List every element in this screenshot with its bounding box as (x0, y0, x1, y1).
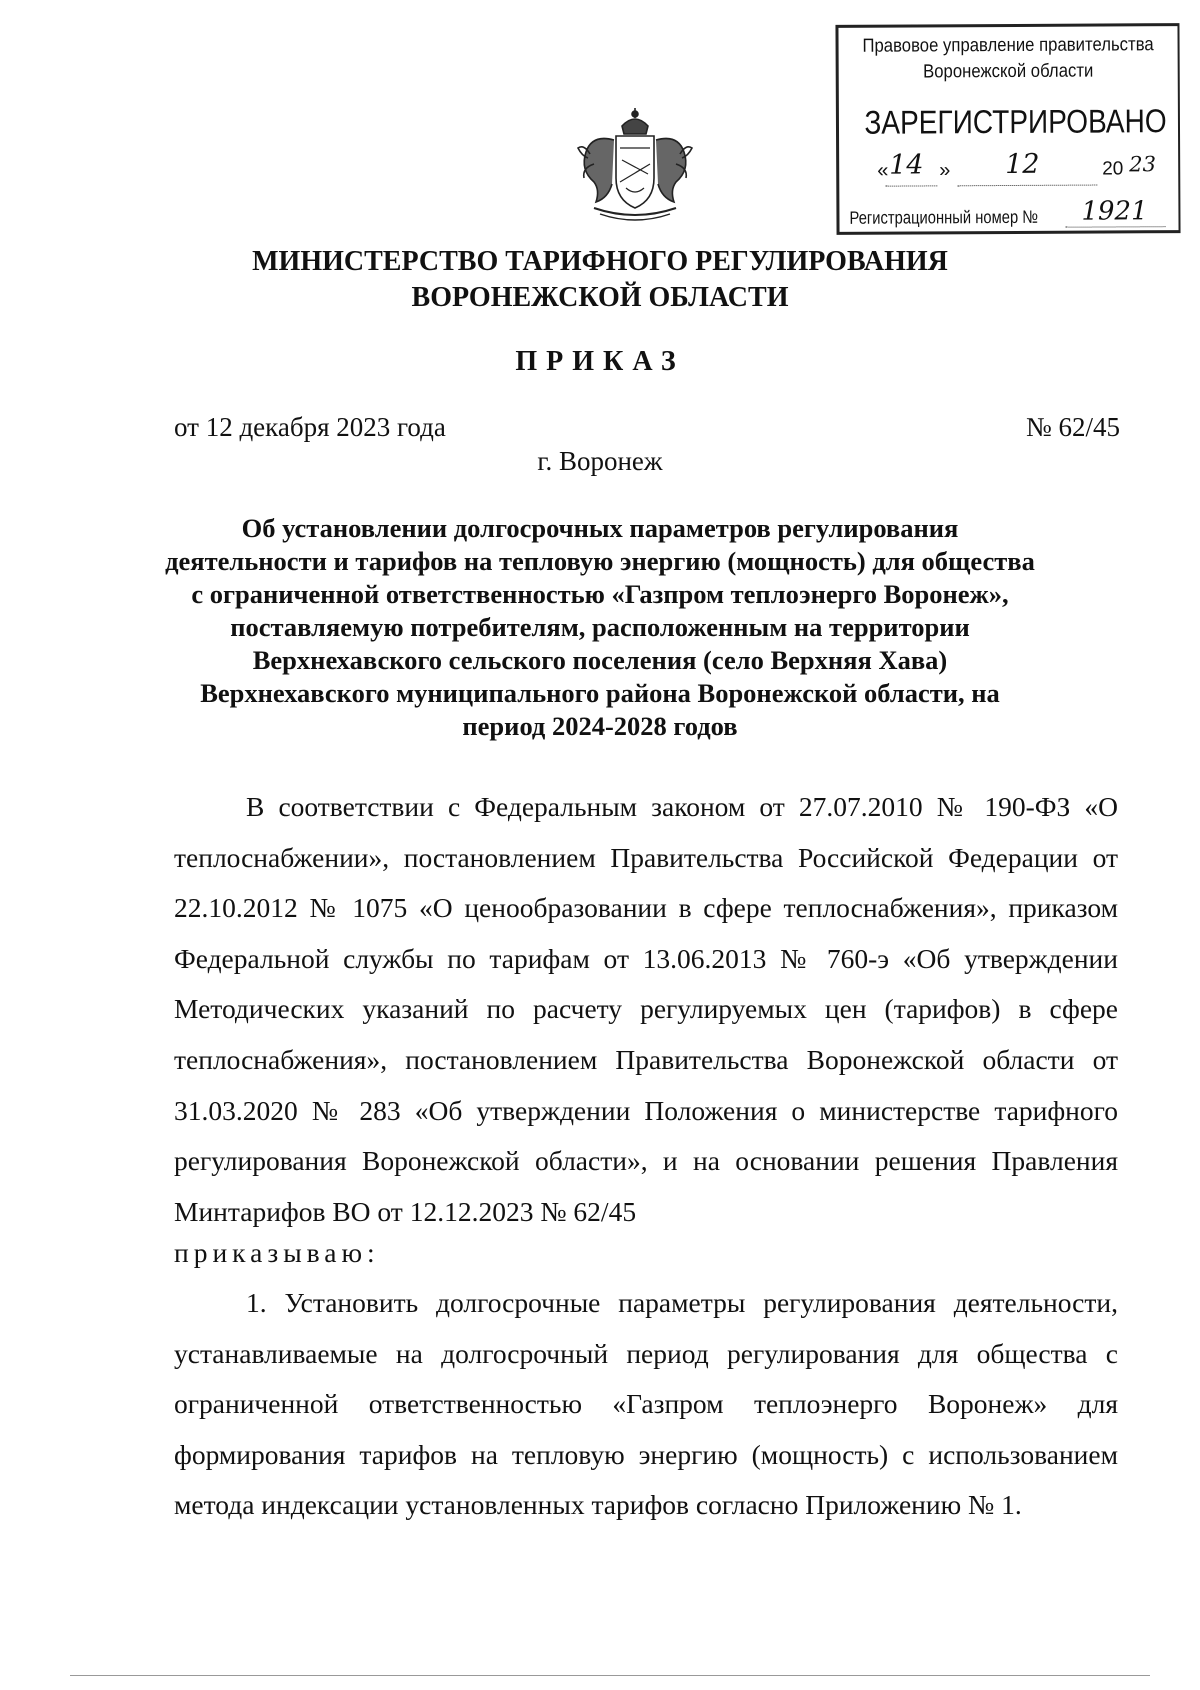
ministry-title-line2: ВОРОНЕЖСКОЙ ОБЛАСТИ (411, 282, 789, 313)
stamp-date-close-quote: » (939, 159, 951, 182)
document-type-title: ПРИКАЗ (515, 346, 685, 377)
subject-line: с ограниченной ответственностью «Газпром теплоэнерго Воронеж», (191, 579, 1009, 609)
stamp-org-line2: Воронежской области (923, 60, 1094, 83)
stamp-reg-number: 1921 (1081, 196, 1148, 227)
subject-line: Об установлении долгосрочных параметров регулирования (241, 513, 959, 543)
stamp-date-year-prefix: 20 (1102, 158, 1124, 180)
stamp-registration-number (849, 196, 1173, 232)
order-subject (150, 512, 1050, 743)
stamp-date (877, 148, 1167, 190)
subject-line: Верхнехавского муниципального района Воронежской области, на (200, 678, 1000, 708)
subject-line: поставляемую потребителям, расположенным на территории (230, 612, 970, 642)
subject-line: Верхнехавского сельского поселения (село Верхняя Хава) (252, 645, 948, 675)
stamp-date-month: 12 (1005, 148, 1040, 181)
stamp-date-year-suffix: 23 (1129, 152, 1156, 177)
subject-line: деятельности и тарифов на тепловую энергию (мощность) для общества (165, 546, 1035, 576)
stamp-org-line1: Правовое управление правительства (862, 34, 1154, 57)
order-city: г. Воронеж (537, 446, 663, 476)
voronezh-coat-of-arms-icon (570, 104, 700, 224)
preamble-paragraph: В соответствии с Федеральным законом от 27.07.2010 № 190-ФЗ «О теплоснабжении», постановлением Правительства Российской Федерации от 22.10.2012 № 1075 «О ценообразовании в сфере теплоснабжения», приказом Федеральной службы по тарифам от 13.06.2013 № 760-э «Об утверждении Методических указаний по расчету регулируемых цен (тарифов) в сфере теплоснабжения», постановлением Правительства Воронежской области от 31.03.2020 № 283 «Об утверждении Положения о министерстве тарифного регулирования Воронежской области», и на основании решения Правления Минтарифов ВО от 12.12.2023 № 62/45 (174, 791, 1118, 1227)
stamp-date-month-underline (957, 185, 1097, 187)
stamp-date-day-underline (885, 185, 937, 186)
stamp-date-open-quote: « (877, 159, 889, 182)
order-word: приказываю: (174, 1237, 380, 1268)
order-number: № 62/45 (1025, 412, 1120, 442)
ministry-title-line1: МИНИСТЕРСТВО ТАРИФНОГО РЕГУЛИРОВАНИЯ (252, 246, 948, 277)
subject-line: период 2024-2028 годов (462, 711, 738, 741)
registration-stamp (835, 23, 1180, 235)
stamp-status: ЗАРЕГИСТРИРОВАНО (864, 102, 1167, 141)
page-bottom-rule (70, 1675, 1150, 1676)
stamp-reg-label: Регистрационный номер № (849, 206, 1039, 228)
order-date: от 12 декабря 2023 года (174, 412, 446, 442)
stamp-date-day: 14 (889, 149, 924, 181)
order-item-1: 1. Установить долгосрочные параметры регулирования деятельности, устанавливаемые на долгосрочный период регулирования для общества с ограниченной ответственностью «Газпром теплоэнерго Воронеж» для формирования тарифов на тепловую энергию (мощность) с использованием метода индексации установленных тарифов согласно Приложению № 1. (174, 1287, 1118, 1521)
